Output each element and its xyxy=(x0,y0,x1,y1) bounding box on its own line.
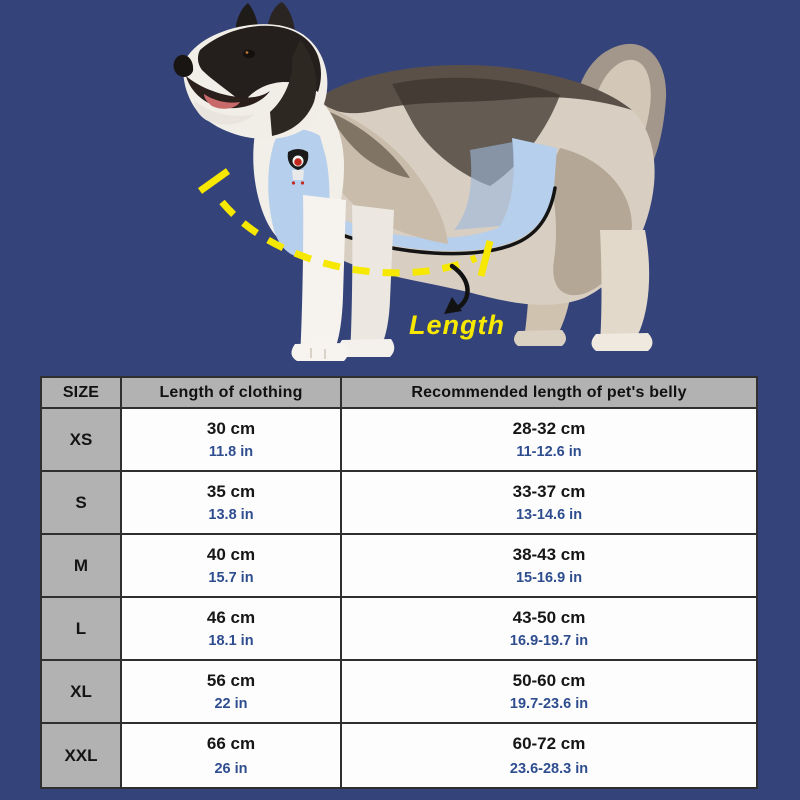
header-size: SIZE xyxy=(42,378,122,409)
header-belly-length: Recommended length of pet's belly xyxy=(342,378,756,409)
clothing-in: 11.8 in xyxy=(208,444,254,461)
belly-cm: 50-60 cm xyxy=(512,670,586,690)
clothing-length-cell xyxy=(122,724,342,787)
dog-front-leg-rear xyxy=(350,205,394,354)
clothing-length-cell xyxy=(122,409,342,472)
length-label: Length xyxy=(409,310,505,340)
belly-in: 15-16.9 in xyxy=(515,570,583,587)
dog-head xyxy=(174,2,328,139)
size-cell: XS xyxy=(42,409,122,472)
clothing-length-cell xyxy=(122,472,342,535)
product-measure-scene xyxy=(0,0,800,376)
table-row xyxy=(42,724,756,787)
belly-in: 16.9-19.7 in xyxy=(509,633,589,650)
clothing-in: 22 in xyxy=(214,696,248,713)
table-header-row xyxy=(42,378,756,409)
belly-cm: 33-37 cm xyxy=(512,481,586,501)
clothing-length-cell xyxy=(122,661,342,724)
table-row xyxy=(42,472,756,535)
size-cell: L xyxy=(42,598,122,661)
dog-front-paw-front xyxy=(291,343,348,361)
clothing-in: 15.7 in xyxy=(208,570,254,587)
table-row xyxy=(42,598,756,661)
dog-photo xyxy=(0,0,800,376)
belly-cm: 28-32 cm xyxy=(512,418,586,438)
size-cell: S xyxy=(42,472,122,535)
clothing-cm: 66 cm xyxy=(206,734,256,754)
clothing-length-cell xyxy=(122,535,342,598)
belly-in: 11-12.6 in xyxy=(516,444,582,461)
clothing-cm: 40 cm xyxy=(206,544,256,564)
belly-length-cell xyxy=(342,472,756,535)
size-cell: M xyxy=(42,535,122,598)
clothing-in: 13.8 in xyxy=(208,507,254,524)
belly-in: 19.7-23.6 in xyxy=(509,696,589,713)
table-row xyxy=(42,535,756,598)
belly-length-cell xyxy=(342,724,756,787)
header-clothing-length: Length of clothing xyxy=(122,378,342,409)
clothing-in: 18.1 in xyxy=(208,633,254,650)
belly-length-cell xyxy=(342,661,756,724)
belly-in: 23.6-28.3 in xyxy=(509,760,589,777)
size-table xyxy=(40,376,758,789)
clothing-cm: 46 cm xyxy=(206,607,256,627)
table-row xyxy=(42,661,756,724)
dog-rear-paw-far xyxy=(514,330,566,346)
belly-cm: 38-43 cm xyxy=(512,544,586,564)
belly-length-cell xyxy=(342,409,756,472)
dog-rear-leg-near xyxy=(600,230,649,342)
belly-in: 13-14.6 in xyxy=(515,507,583,524)
size-cell: XXL xyxy=(42,724,122,787)
dog-rear-paw-near xyxy=(592,333,653,351)
clothing-cm: 30 cm xyxy=(206,418,256,438)
size-cell: XL xyxy=(42,661,122,724)
table-row xyxy=(42,409,756,472)
clothing-cm: 56 cm xyxy=(206,670,256,690)
belly-length-cell xyxy=(342,535,756,598)
belly-cm: 60-72 cm xyxy=(512,734,586,754)
belly-length-cell xyxy=(342,598,756,661)
clothing-length-cell xyxy=(122,598,342,661)
clothing-in: 26 in xyxy=(214,760,248,777)
belly-cm: 43-50 cm xyxy=(512,607,586,627)
clothing-cm: 35 cm xyxy=(206,481,256,501)
dog-front-leg-front xyxy=(300,195,346,358)
